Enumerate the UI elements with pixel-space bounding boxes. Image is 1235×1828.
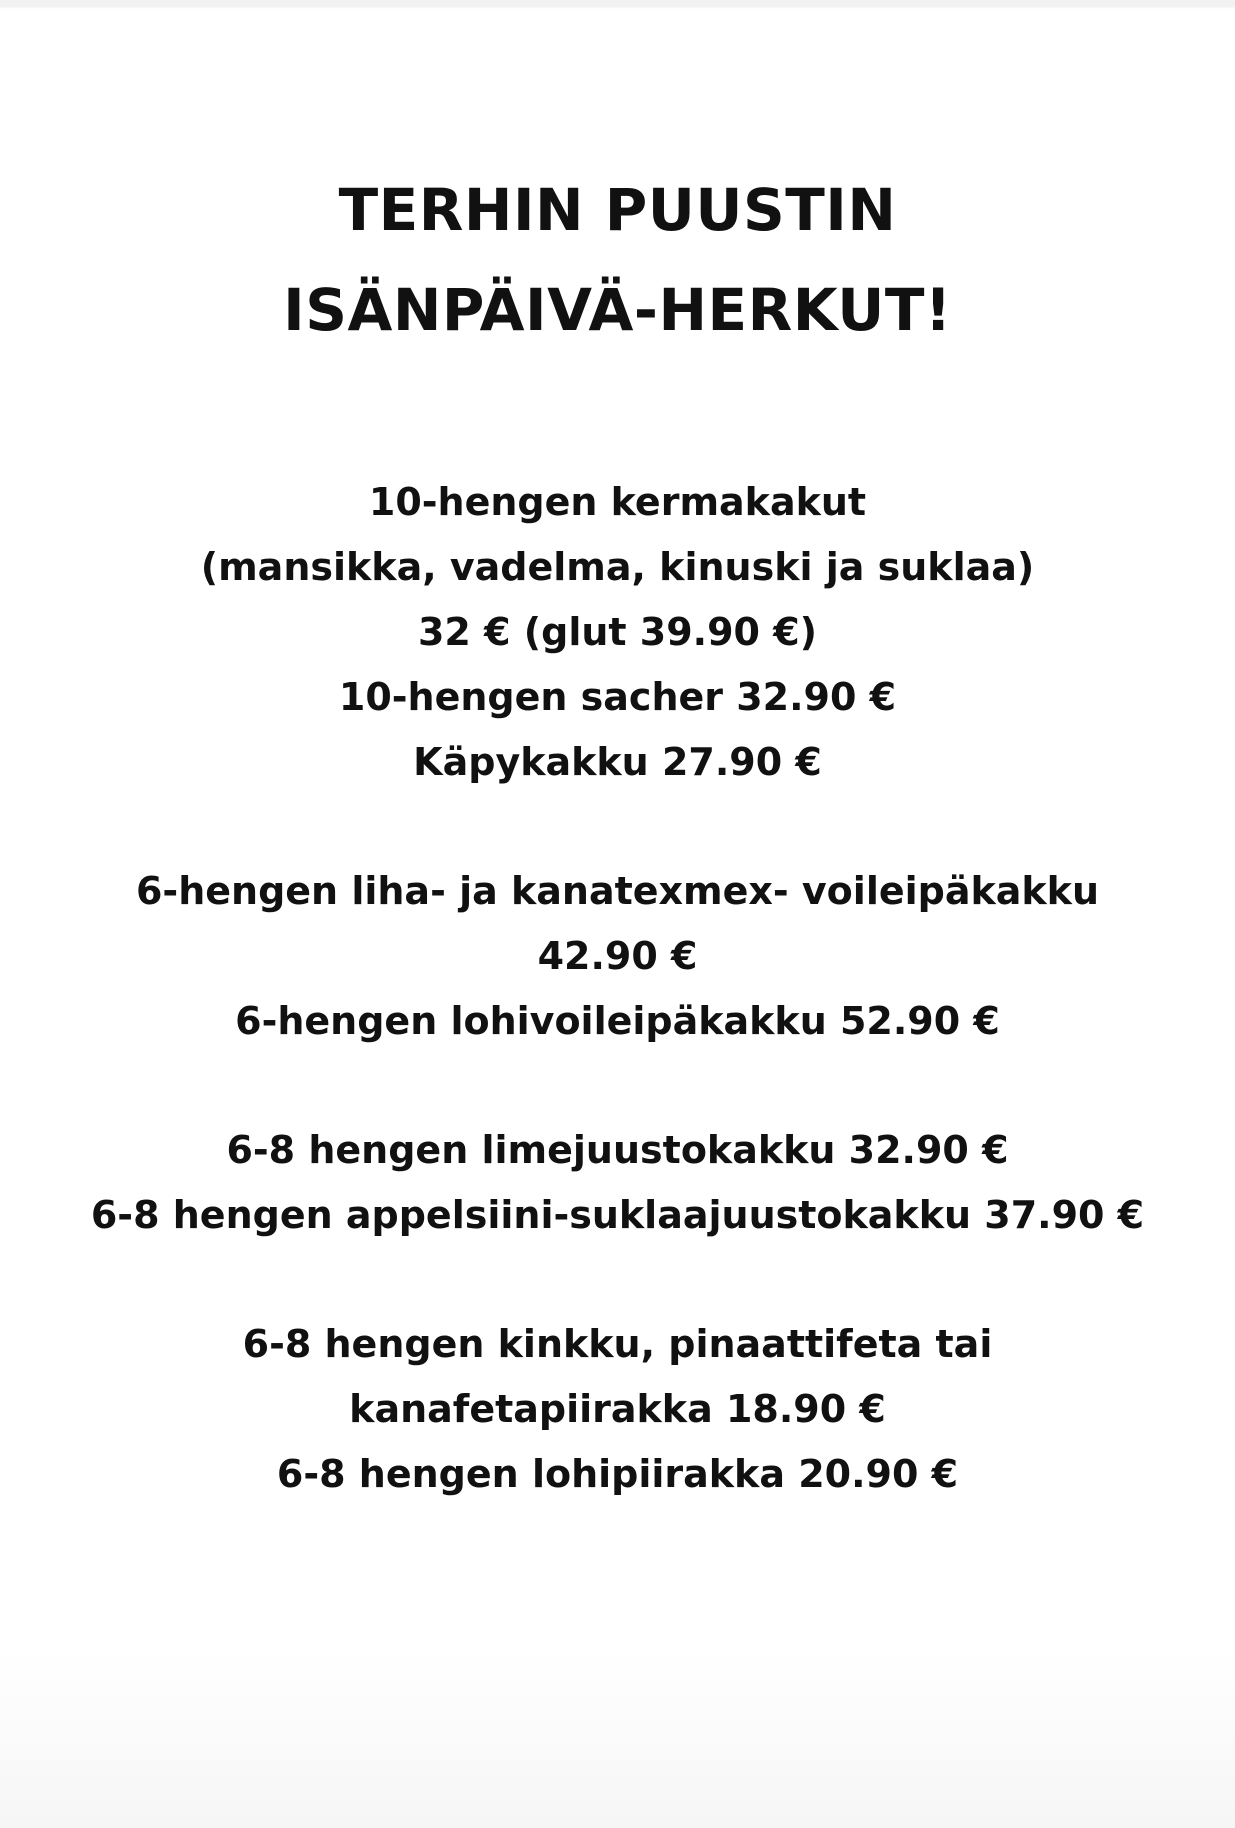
title-line-2: ISÄNPÄIVÄ-HERKUT! xyxy=(283,276,952,344)
menu-line: 6-hengen lohivoileipäkakku 52.90 € xyxy=(235,999,1000,1043)
menu-group-pies xyxy=(0,1312,1235,1507)
menu-line: 10-hengen sacher 32.90 € xyxy=(338,675,897,719)
menu-group-sandwich-cakes xyxy=(0,859,1235,1054)
menu-line: 42.90 € xyxy=(537,934,698,978)
menu-line: 6-8 hengen appelsiini-suklaajuustokakku 37.90 € xyxy=(90,1193,1145,1237)
menu-line: 6-hengen liha- ja kanatexmex- voileipäkakku xyxy=(135,869,1099,913)
menu-line: Käpykakku 27.90 € xyxy=(413,740,822,784)
menu-line: 6-8 hengen lohipiirakka 20.90 € xyxy=(276,1452,959,1496)
menu-list xyxy=(0,470,1235,1507)
title-line-1: TERHIN PUUSTIN xyxy=(338,176,897,244)
menu-line: 6-8 hengen kinkku, pinaattifeta tai xyxy=(242,1322,993,1366)
menu-line: 6-8 hengen limejuustokakku 32.90 € xyxy=(226,1128,1009,1172)
menu-group-cakes xyxy=(0,470,1235,795)
page-title xyxy=(0,160,1235,360)
menu-line: 32 € (glut 39.90 €) xyxy=(417,610,818,654)
menu-line: (mansikka, vadelma, kinuski ja suklaa) xyxy=(200,545,1035,589)
menu-line: 10-hengen kermakakut xyxy=(368,480,867,524)
menu-line: kanafetapiirakka 18.90 € xyxy=(349,1387,886,1431)
menu-group-cheesecakes xyxy=(0,1118,1235,1248)
